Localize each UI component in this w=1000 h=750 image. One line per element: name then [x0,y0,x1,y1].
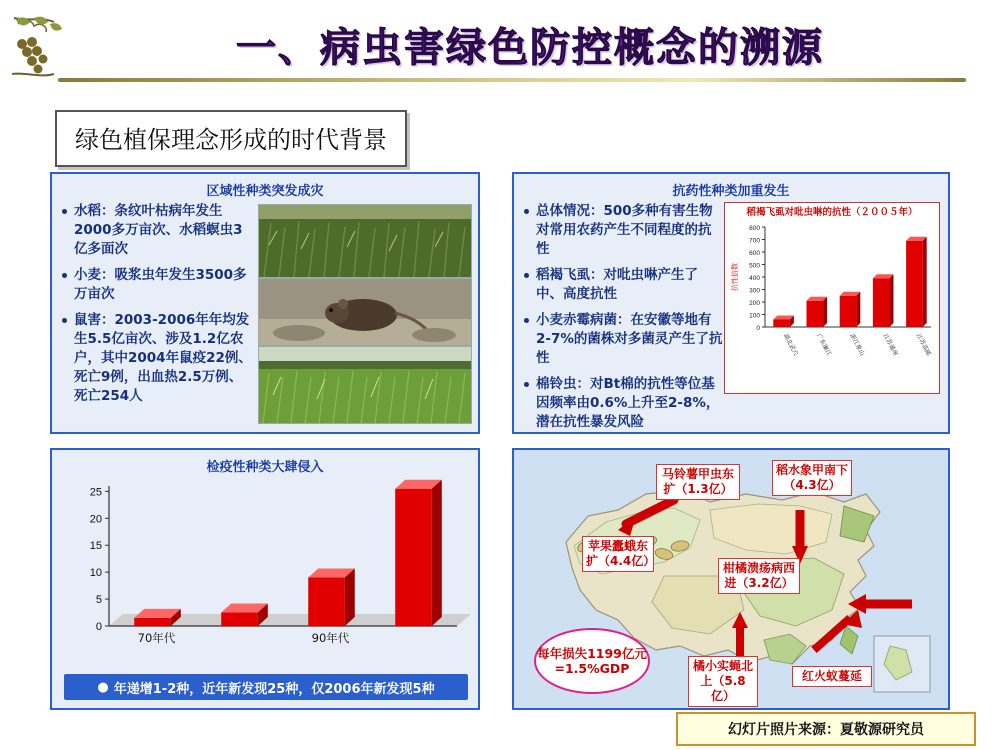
svg-text:500: 500 [749,262,760,270]
panel-a-bullets [62,202,252,413]
svg-text:抗性倍数: 抗性倍数 [731,263,739,291]
svg-text:200: 200 [749,300,760,307]
panel-b-title: 抗药性种类加重发生 [672,184,790,199]
map-label-rice-water-weevil: 稻水象甲南下（4.3亿） [772,460,852,496]
panel-regional-outbreaks [50,172,480,434]
page-title: 一、病虫害绿色防控概念的溯源 [236,25,824,71]
slide-header [0,0,1000,90]
list-item: 水稻：条纹叶枯病年发生2000多万亩次、水稻螟虫3亿多面次 [62,202,252,259]
svg-text:江苏高邮: 江苏高邮 [914,332,933,358]
svg-text:100: 100 [749,312,760,320]
svg-text:10: 10 [89,567,102,580]
panel-invasion-map [512,448,950,710]
annual-loss-note: 每年损失1199亿元=1.5%GDP [534,628,650,694]
list-item: 棉铃虫：对Bt棉的抗性等位基因频率由0.6%上升至2-8%，潜在抗性暴发风险 [524,375,724,432]
quarantine-bar-chart [57,476,477,666]
svg-text:5: 5 [95,594,102,607]
chart-title: 稻褐飞虱对吡虫啉的抗性（２００５年） [746,207,918,218]
panel-b-bullets [524,202,724,439]
list-item: 小麦：吸浆虫年发生3500多万亩次 [62,266,252,304]
rice-paddy-photo [258,346,472,424]
panel-a-title: 区域性种类突发成灾 [206,184,324,199]
svg-text:20: 20 [89,513,102,526]
svg-text:70年代: 70年代 [137,631,176,645]
svg-text:0: 0 [756,325,760,332]
map-label-potato-beetle: 马铃薯甲虫东扩（1.3亿） [656,464,740,500]
panel-pesticide-resistance [512,172,950,434]
list-item: 鼠害：2003-2006年年均发生5.5亿亩次、涉及1.2亿农户，其中2004年鼠疫22例、死亡9例，出血热2.5万例、死亡254人 [62,311,252,406]
map-label-apple-moth: 苹果蠹蛾东扩（4.4亿） [582,536,654,572]
chart-canvas [725,219,939,369]
grape-vine-icon [10,14,70,82]
panel-quarantine-invasions [50,448,480,710]
caption-bullet: ● [97,679,109,695]
panel-c-title: 检疫性种类大肆侵入 [206,460,324,475]
rice-field-photo [258,204,472,278]
caption-text: 年递增1-2种，近年新发现25种，仅2006年新发现5种 [113,681,435,697]
slide-subtitle: 绿色植保理念形成的时代背景 [55,110,407,167]
svg-text:700: 700 [749,237,760,245]
svg-text:600: 600 [749,250,760,257]
svg-text:江苏通州: 江苏通州 [881,332,899,358]
resistance-bar-chart [724,202,940,394]
svg-text:90年代: 90年代 [311,631,350,645]
panel-c-caption [64,674,468,700]
list-item: 小麦赤霉病菌：在安徽等地有2-7%的菌株对多菌灵产生了抗性 [524,311,724,368]
map-label-citrus-canker: 柑橘溃疡病西进（3.2亿） [718,558,800,594]
header-divider [58,78,966,82]
photo-source-footnote: 幻灯片照片来源：夏敬源研究员 [676,712,976,746]
svg-text:广东廉江: 广东廉江 [815,332,833,358]
svg-text:浙江象山: 浙江象山 [848,332,866,358]
svg-text:25: 25 [89,486,102,499]
svg-text:400: 400 [749,275,760,282]
list-item: 总体情况：500多种有害生物对常用农药产生不同程度的抗性 [524,202,724,259]
svg-text:800: 800 [749,225,760,232]
svg-text:湖北武穴: 湖北武穴 [781,332,800,358]
panel-a-photos [258,204,470,422]
map-label-citrus-fruit-fly: 橘小实蝇北上（5.8亿） [688,656,758,707]
svg-text:0: 0 [95,621,102,633]
list-item: 稻褐飞虱：对吡虫啉产生了中、高度抗性 [524,266,724,304]
map-label-fire-ant: 红火蚁蔓延 [792,666,872,687]
svg-text:300: 300 [749,287,760,295]
rodent-photo [258,278,472,346]
svg-text:15: 15 [89,540,102,553]
